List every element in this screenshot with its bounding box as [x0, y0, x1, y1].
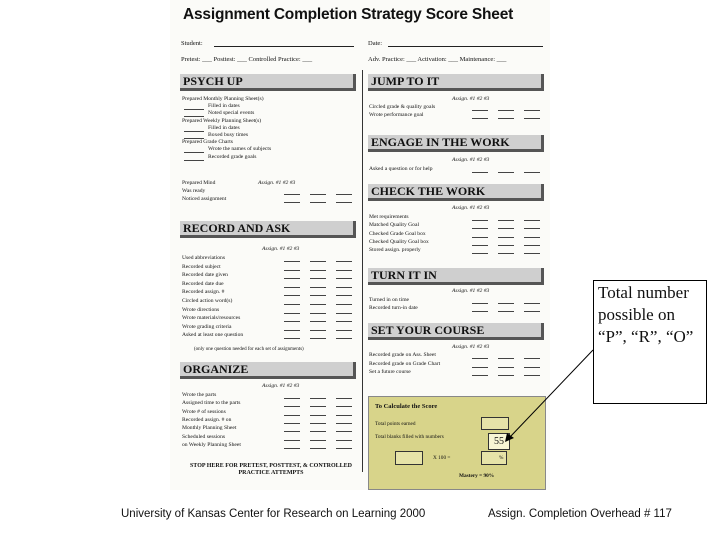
checklist-item: Recorded assign. # [182, 289, 225, 296]
checklist-subitem: Filled in dates [208, 124, 240, 131]
set-course-heading: SET YOUR COURSE [368, 323, 544, 340]
checklist-item: Wrote directions [182, 306, 220, 313]
checklist-item: Wrote grading criteria [182, 323, 232, 330]
checklist-item: Checked Quality Goal box [369, 238, 429, 245]
possible-total-value: 55 [488, 433, 510, 450]
calc-multiply: X 100 = [433, 455, 451, 461]
checklist-item: Used abbreviations [182, 255, 226, 261]
sheet-title: Assignment Completion Strategy Score Sheet [183, 6, 514, 23]
checklist-item: Checked Grade Goal box [369, 230, 426, 237]
checklist-item: Circled action word(s) [182, 298, 233, 304]
callout-box: Total number possible on “P”, “R”, “O” [593, 280, 707, 404]
test-types-left: Pretest: ___ Posttest: ___ Controlled Practice: ___ [181, 56, 313, 63]
set-assign-header: Assign. #1 #2 #3 [452, 344, 490, 350]
calc-percent-sign: % [499, 455, 504, 461]
checklist-item: Wrote the parts [182, 392, 217, 398]
checklist-subitem: Filled in dates [208, 103, 240, 110]
checklist-item: Wrote materials/resources [182, 315, 241, 322]
checklist-item: Prepared Monthly Planning Sheet(s) [182, 96, 264, 102]
student-label: Student: [181, 40, 203, 47]
calc-total-blanks: Total blanks filled with numbers [375, 434, 444, 440]
checklist-item: Recorded assign. # on [182, 416, 232, 423]
calc-title: To Calculate the Score [375, 403, 438, 410]
checklist-item: Recorded date due [182, 280, 224, 287]
checklist-subitem: Boxed busy times [208, 132, 249, 138]
turn-it-in-heading: TURN IT IN [368, 268, 544, 285]
checklist-item: Scheduled sessions [182, 433, 226, 440]
checklist-item: Wrote performance goal [369, 112, 424, 118]
psych-up-heading: PSYCH UP [180, 74, 356, 91]
record-and-ask-heading: RECORD AND ASK [180, 221, 356, 238]
prepared-mind-label: Prepared Mind [182, 180, 216, 186]
checklist-item: Recorded grade on Ass. Sheet [369, 352, 436, 358]
footer-left: University of Kansas Center for Research on Learning 2000 [121, 508, 426, 520]
jump-assign-header: Assign. #1 #2 #3 [452, 96, 490, 102]
checklist-subitem: Recorded grade goals [208, 153, 257, 160]
test-types-right: Adv. Practice: ___ Activation: ___ Maintenance: ___ [368, 56, 507, 63]
checklist-item: Assigned time to the parts [182, 400, 241, 407]
checklist-item: Recorded turn-in date [369, 305, 418, 311]
checklist-item: Recorded grade on Grade Chart [369, 360, 441, 367]
checklist-item: Noticed assignment [182, 196, 227, 202]
organize-heading: ORGANIZE [180, 362, 356, 379]
record-note: (only one question needed for each set of assignments) [194, 347, 304, 352]
checklist-item: Was ready [182, 188, 206, 194]
jump-to-it-heading: JUMP TO IT [368, 74, 544, 91]
turn-assign-header: Assign. #1 #2 #3 [452, 288, 490, 294]
check-assign-header: Assign. #1 #2 #3 [452, 205, 490, 211]
checklist-item: Asked at least one question [182, 332, 244, 339]
checklist-item: Prepared Weekly Planning Sheet(s) [182, 117, 262, 124]
checklist-item: Stored assign. properly [369, 247, 421, 254]
checklist-item: Circled grade & quality goals [369, 104, 436, 110]
checklist-item: Asked a question or for help [369, 166, 433, 172]
engage-assign-header: Assign. #1 #2 #3 [452, 157, 490, 163]
calc-points-earned: Total points earned [375, 421, 416, 427]
checklist-item: Wrote # of sessions [182, 408, 226, 415]
engage-heading: ENGAGE IN THE WORK [368, 135, 544, 152]
organize-assign-header: Assign. #1 #2 #3 [262, 383, 300, 389]
checklist-item: Turned in on time [369, 297, 410, 303]
checklist-item: on Weekly Planning Sheet [182, 441, 241, 448]
checklist-item: Prepared Grade Charts [182, 139, 233, 146]
checklist-item: Recorded date given [182, 272, 228, 279]
record-assign-header: Assign. #1 #2 #3 [262, 246, 300, 252]
check-heading: CHECK THE WORK [368, 184, 544, 201]
checklist-subitem: Wrote the names of subjects [208, 146, 272, 153]
psych-assign-header: Assign. #1 #2 #3 [258, 180, 296, 186]
checklist-item: Recorded subject [182, 263, 221, 270]
checklist-item: Set a future course [369, 369, 411, 375]
footer-right: Assign. Completion Overhead # 117 [488, 508, 672, 520]
checklist-item: Met requirements [369, 214, 409, 220]
checklist-item: Monthly Planning Sheet [182, 425, 237, 432]
checklist-item: Matched Quality Goal [369, 222, 420, 229]
date-label: Date: [368, 40, 383, 47]
mastery-label: Mastery = 90% [459, 473, 495, 479]
stop-note: STOP HERE FOR PRETEST, POSTTEST, & CONTROLLED PRACTICE ATTEMPTS [189, 463, 353, 476]
checklist-subitem: Noted special events [208, 110, 255, 117]
